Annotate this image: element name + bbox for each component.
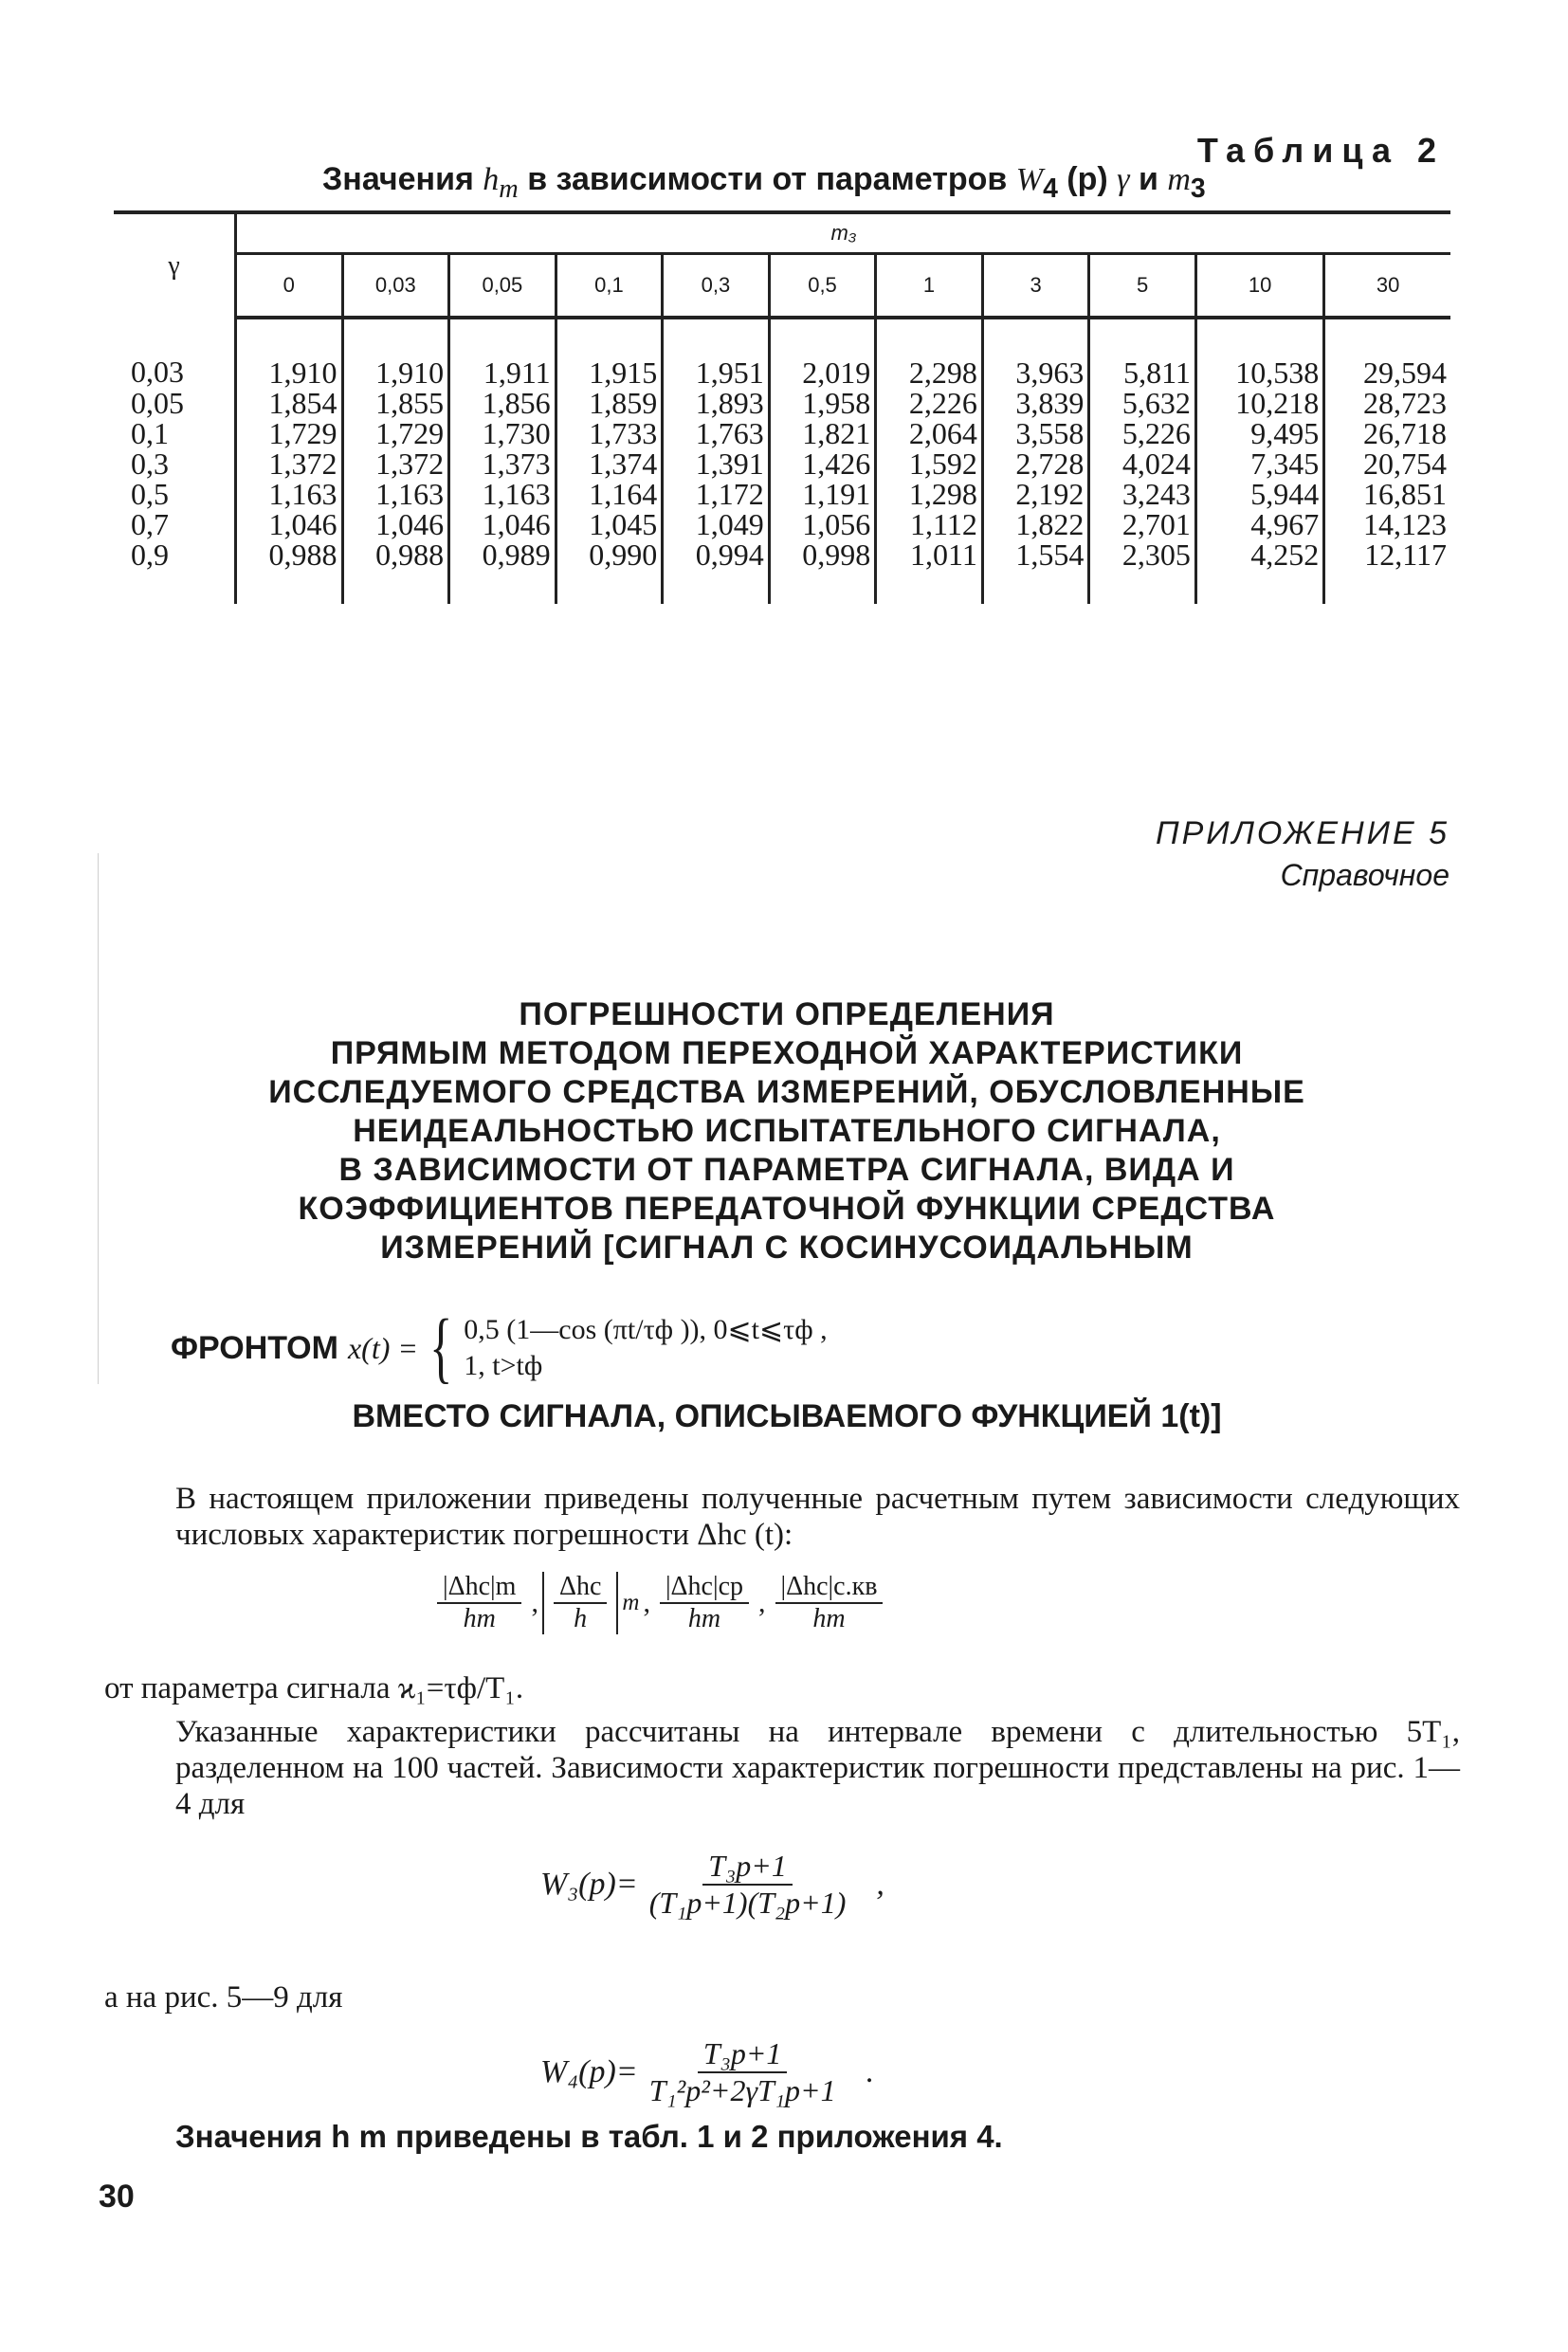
value-cell: 0,988 (342, 539, 449, 604)
paragraph-4: а на рис. 5—9 для (104, 1980, 343, 2015)
paragraph-3 (104, 1714, 1460, 1822)
m3-group-header: m₃ (236, 212, 1451, 254)
value-cell: 1,729 (236, 418, 343, 448)
fraction-2-num: Δhc (554, 1572, 607, 1604)
value-cell: 10,538 (1195, 318, 1323, 388)
table-row (114, 479, 1450, 509)
paragraph-1-text: В настоящем приложении приведены полученные расчетным путем зависимости следующих числовых характеристик погрешности Δhc (t): (175, 1482, 1460, 1552)
value-cell: 1,056 (769, 509, 876, 539)
table-body (114, 318, 1450, 604)
caption-m-sub: 3 (1190, 173, 1206, 204)
column-header: 0 (236, 254, 343, 319)
table-caption (322, 161, 1206, 205)
value-cell: 16,851 (1324, 479, 1450, 509)
appendix-block (1156, 815, 1449, 893)
caption-gamma: γ (1117, 162, 1130, 197)
fraction-4 (775, 1572, 884, 1634)
w3-num: T₃p+1 (702, 1849, 793, 1886)
page-number: 30 (99, 2179, 135, 2215)
fraction-3-den: hm (687, 1604, 721, 1633)
value-cell: 1,859 (556, 388, 663, 418)
value-cell: 1,910 (236, 318, 343, 388)
section-heading (152, 995, 1422, 1267)
value-cell: 1,049 (663, 509, 770, 539)
column-header: 3 (982, 254, 1089, 319)
value-cell: 1,373 (449, 448, 556, 479)
value-cell: 1,915 (556, 318, 663, 388)
value-cell: 1,046 (236, 509, 343, 539)
value-cell: 2,728 (982, 448, 1089, 479)
signal-formula (171, 1304, 828, 1392)
value-cell: 12,117 (1324, 539, 1450, 604)
w4-end: . (866, 2054, 875, 2089)
paragraph-3-text: Указанные характеристики рассчитаны на интервале времени с длительностью 5T₁, разделенном на 100 частей. Зависимости характеристик погрешности представлены на рис. 1—4 для (175, 1715, 1460, 1821)
separator: , (758, 1587, 766, 1618)
value-cell: 1,298 (876, 479, 983, 509)
heading-line: ПОГРЕШНОСТИ ОПРЕДЕЛЕНИЯ (519, 996, 1055, 1032)
heading-line: В ЗАВИСИМОСТИ ОТ ПАРАМЕТРА СИГНАЛА, ВИДА И (338, 1152, 1235, 1188)
value-cell: 1,164 (556, 479, 663, 509)
fraction-1 (437, 1572, 521, 1634)
value-cell: 1,426 (769, 448, 876, 479)
error-characteristics (431, 1572, 888, 1634)
fraction-4-num: |Δhc|с.кв (775, 1572, 884, 1604)
gamma-cell: 0,05 (131, 386, 184, 420)
case-2: 1, t>tф (464, 1350, 543, 1381)
equation-w4 (540, 2036, 874, 2108)
value-cell: 1,910 (342, 318, 449, 388)
gamma-cell: 0,7 (131, 507, 169, 541)
table-row (114, 539, 1450, 604)
value-cell: 26,718 (1324, 418, 1450, 448)
value-cell: 1,374 (556, 448, 663, 479)
heading-line: КОЭФФИЦИЕНТОВ ПЕРЕДАТОЧНОЙ ФУНКЦИИ СРЕДСТВА (298, 1191, 1276, 1227)
heading-last-line: ВМЕСТО СИГНАЛА, ОПИСЫВАЕМОГО ФУНКЦИЕЙ 1(t)] (352, 1398, 1222, 1434)
caption-w: W (1015, 162, 1044, 197)
column-header: 5 (1089, 254, 1196, 319)
front-x: x(t) = (347, 1330, 418, 1365)
heading-line: ИЗМЕРЕНИЙ [СИГНАЛ С КОСИНУСОИДАЛЬНЫМ (380, 1230, 1194, 1266)
value-cell: 0,994 (663, 539, 770, 604)
w3-den: (T₁p+1)(T₂p+1) (648, 1886, 847, 1920)
fraction-3-num: |Δhc|ср (660, 1572, 749, 1604)
value-cell: 1,592 (876, 448, 983, 479)
gamma-cell: 0,5 (131, 477, 169, 511)
value-cell: 4,024 (1089, 448, 1196, 479)
column-header: 30 (1324, 254, 1450, 319)
fraction-3 (660, 1572, 749, 1634)
gamma-header: γ (114, 212, 236, 318)
value-cell: 1,011 (876, 539, 983, 604)
caption-w-sub: 4 (1043, 173, 1058, 204)
fraction-2 (554, 1572, 607, 1634)
value-cell: 5,811 (1089, 318, 1196, 388)
column-header: 0,5 (769, 254, 876, 319)
value-cell: 2,305 (1089, 539, 1196, 604)
gamma-cell: 0,9 (131, 538, 169, 572)
caption-hm-sub: m (499, 173, 519, 204)
value-cell: 3,839 (982, 388, 1089, 418)
w3-lhs: W₃(p)= (540, 1867, 638, 1902)
value-cell: 1,821 (769, 418, 876, 448)
value-cell: 1,854 (236, 388, 343, 418)
value-cell: 1,729 (342, 418, 449, 448)
value-cell: 0,989 (449, 539, 556, 604)
caption-mid: в зависимости от параметров (518, 161, 1016, 197)
brace-symbol: { (429, 1304, 453, 1392)
table-row (114, 509, 1450, 539)
w4-num: T₃p+1 (698, 2036, 788, 2073)
table-row (114, 318, 1450, 388)
formula-cases (464, 1312, 827, 1384)
paragraph-5-text: Значения h m приведены в табл. 1 и 2 приложения 4. (175, 2119, 1003, 2154)
caption-hm: h (483, 162, 500, 197)
value-cell: 1,163 (236, 479, 343, 509)
value-cell: 1,191 (769, 479, 876, 509)
w4-lhs: W₄(p)= (540, 2054, 638, 2089)
w4-fraction (644, 2036, 842, 2108)
column-header: 1 (876, 254, 983, 319)
separator: , (643, 1587, 650, 1618)
caption-pre: Значения (322, 161, 483, 197)
equation-w3 (540, 1849, 884, 1921)
value-cell: 1,911 (449, 318, 556, 388)
value-cell: 3,963 (982, 318, 1089, 388)
value-cell: 29,594 (1324, 318, 1450, 388)
margin-line (98, 853, 99, 1384)
heading-line: НЕИДЕАЛЬНОСТЬЮ ИСПЫТАТЕЛЬНОГО СИГНАЛА, (353, 1113, 1221, 1149)
caption-p: (p) (1057, 161, 1118, 197)
value-cell: 1,045 (556, 509, 663, 539)
value-cell: 2,226 (876, 388, 983, 418)
w3-fraction (644, 1849, 852, 1921)
value-cell: 2,701 (1089, 509, 1196, 539)
value-cell: 9,495 (1195, 418, 1323, 448)
value-cell: 1,372 (342, 448, 449, 479)
fraction-1-num: |Δhc|m (437, 1572, 521, 1604)
caption-m: m (1167, 162, 1191, 197)
value-cell: 1,372 (236, 448, 343, 479)
w3-end: , (876, 1867, 884, 1902)
value-cell: 4,967 (1195, 509, 1323, 539)
value-cell: 7,345 (1195, 448, 1323, 479)
value-cell: 2,019 (769, 318, 876, 388)
gamma-cell: 0,1 (131, 416, 169, 450)
fraction-2-abs (542, 1572, 618, 1634)
w4-den: T₁²p²+2γT₁p+1 (648, 2073, 836, 2107)
value-cell: 1,163 (342, 479, 449, 509)
value-cell: 0,988 (236, 539, 343, 604)
value-cell: 1,733 (556, 418, 663, 448)
value-cell: 1,958 (769, 388, 876, 418)
value-cell: 1,763 (663, 418, 770, 448)
value-cell: 0,990 (556, 539, 663, 604)
gamma-cell: 0,3 (131, 447, 169, 481)
value-cell: 2,192 (982, 479, 1089, 509)
heading-line: ПРЯМЫМ МЕТОДОМ ПЕРЕХОДНОЙ ХАРАКТЕРИСТИКИ (330, 1035, 1244, 1071)
value-cell: 28,723 (1324, 388, 1450, 418)
fraction-1-den: hm (463, 1604, 496, 1633)
value-cell: 1,822 (982, 509, 1089, 539)
paragraph-5 (104, 2119, 1460, 2155)
value-cell: 5,632 (1089, 388, 1196, 418)
gamma-cell: 0,03 (131, 355, 184, 389)
value-cell: 1,855 (342, 388, 449, 418)
value-cell: 1,163 (449, 479, 556, 509)
value-cell: 1,391 (663, 448, 770, 479)
case-1: 0,5 (1—cos (πt/τф )), 0⩽t⩽τф , (464, 1314, 828, 1345)
front-label: ФРОНТОМ (171, 1329, 338, 1366)
value-cell: 4,252 (1195, 539, 1323, 604)
value-cell: 3,243 (1089, 479, 1196, 509)
value-cell: 20,754 (1324, 448, 1450, 479)
value-cell: 1,046 (449, 509, 556, 539)
paragraph-2: от параметра сигнала ϰ₁=τф/T₁. (104, 1671, 524, 1705)
value-cell: 0,998 (769, 539, 876, 604)
table-row (114, 448, 1450, 479)
separator: , (531, 1587, 538, 1618)
value-cell: 1,046 (342, 509, 449, 539)
value-cell: 1,554 (982, 539, 1089, 604)
value-cell: 10,218 (1195, 388, 1323, 418)
value-cell: 3,558 (982, 418, 1089, 448)
value-cell: 1,112 (876, 509, 983, 539)
value-cell: 1,856 (449, 388, 556, 418)
paragraph-1 (104, 1481, 1460, 1553)
column-header: 0,05 (449, 254, 556, 319)
appendix-title: ПРИЛОЖЕНИЕ 5 (1155, 815, 1449, 851)
value-cell: 1,951 (663, 318, 770, 388)
fraction-2-sub: m (622, 1590, 640, 1615)
column-header-row (114, 254, 1450, 319)
value-cell: 1,172 (663, 479, 770, 509)
table-label: Таблица 2 (1196, 131, 1445, 170)
data-table (114, 210, 1450, 604)
value-cell: 5,226 (1089, 418, 1196, 448)
table-row (114, 418, 1450, 448)
value-cell: 5,944 (1195, 479, 1323, 509)
value-cell: 1,893 (663, 388, 770, 418)
fraction-2-den: h (574, 1604, 588, 1633)
value-cell: 14,123 (1324, 509, 1450, 539)
fraction-4-den: hm (812, 1604, 846, 1633)
caption-and: и (1129, 161, 1168, 197)
column-header: 0,03 (342, 254, 449, 319)
column-header: 10 (1195, 254, 1323, 319)
heading-line: ИССЛЕДУЕМОГО СРЕДСТВА ИЗМЕРЕНИЙ, ОБУСЛОВЛЕННЫЕ (268, 1074, 1305, 1110)
column-header: 0,3 (663, 254, 770, 319)
value-cell: 1,730 (449, 418, 556, 448)
column-header: 0,1 (556, 254, 663, 319)
appendix-subtitle: Справочное (1280, 858, 1449, 892)
value-cell: 2,298 (876, 318, 983, 388)
value-cell: 2,064 (876, 418, 983, 448)
table-row (114, 388, 1450, 418)
